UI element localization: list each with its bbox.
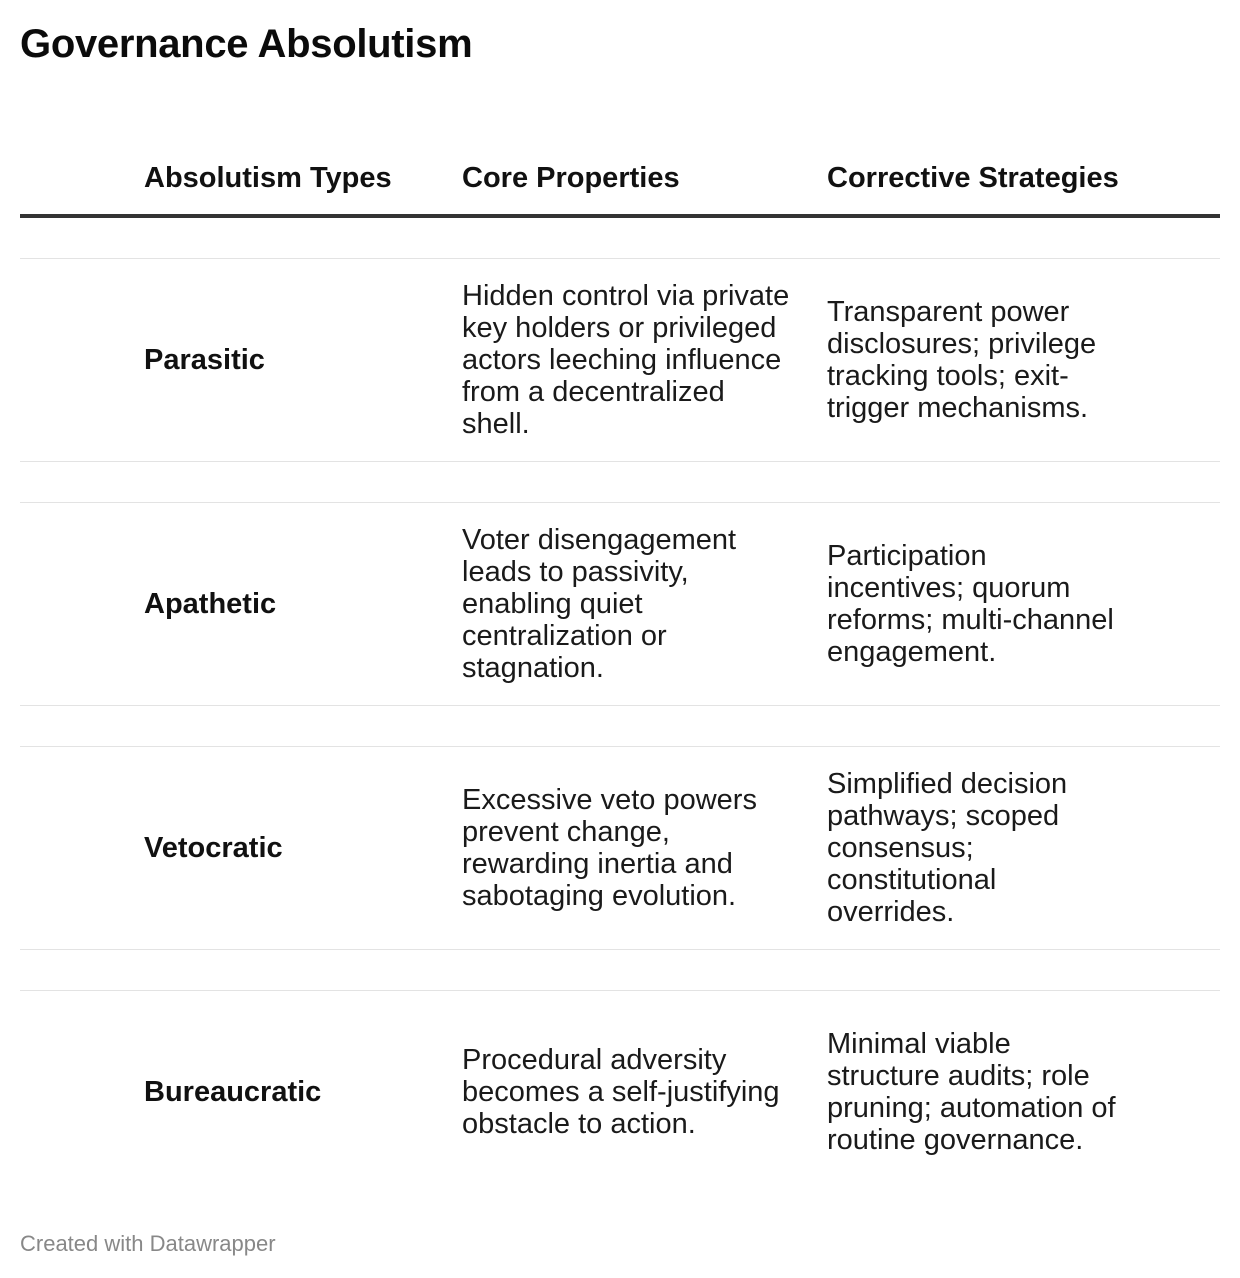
core-properties-cell	[462, 259, 792, 461]
column-header-absolutism-types[interactable]: Absolutism Types	[144, 162, 392, 194]
column-header-core-properties[interactable]: Core Properties	[462, 162, 680, 194]
absolutism-type-text: Bureaucratic	[144, 1076, 322, 1108]
row-spacer	[20, 706, 1220, 747]
absolutism-type-text: Vetocratic	[144, 832, 283, 864]
row-spacer	[20, 950, 1220, 991]
corrective-strategies-text: Minimal viable structure audits; role pruning; automation of routine governance.	[827, 1028, 1116, 1156]
core-properties-cell	[462, 747, 792, 949]
corrective-strategies-cell	[827, 259, 1127, 461]
row-spacer	[20, 462, 1220, 503]
absolutism-type-cell	[144, 503, 444, 705]
core-properties-cell	[462, 991, 792, 1193]
corrective-strategies-cell	[827, 747, 1127, 949]
column-header-corrective-strategies[interactable]: Corrective Strategies	[827, 162, 1119, 194]
core-properties-text: Hidden control via private key holders or privileged actors leeching influence from a decentralized shell.	[462, 280, 790, 440]
absolutism-type-cell	[144, 991, 444, 1193]
data-table	[20, 118, 1220, 1193]
absolutism-type-text: Parasitic	[144, 344, 265, 376]
core-properties-text: Voter disengagement leads to passivity, enabling quiet centralization or stagnation.	[462, 524, 737, 684]
footer-credit[interactable]: Created with Datawrapper	[20, 1231, 276, 1256]
corrective-strategies-cell	[827, 991, 1127, 1193]
core-properties-text: Procedural adversity becomes a self-justifying obstacle to action.	[462, 1044, 780, 1140]
table-row	[20, 503, 1220, 706]
table-row	[20, 747, 1220, 950]
corrective-strategies-text: Participation incentives; quorum reforms; multi-channel engagement.	[827, 540, 1114, 668]
table-header	[20, 118, 1220, 218]
core-properties-cell	[462, 503, 792, 705]
corrective-strategies-cell	[827, 503, 1127, 705]
row-spacer	[20, 218, 1220, 259]
corrective-strategies-text: Transparent power disclosures; privilege tracking tools; exit-trigger mechanisms.	[827, 296, 1097, 424]
core-properties-text: Excessive veto powers prevent change, rewarding inertia and sabotaging evolution.	[462, 784, 757, 912]
absolutism-type-cell	[144, 259, 444, 461]
absolutism-type-cell	[144, 747, 444, 949]
table-row	[20, 991, 1220, 1193]
corrective-strategies-text: Simplified decision pathways; scoped consensus; constitutional overrides.	[827, 768, 1068, 928]
page-title: Governance Absolutism	[20, 22, 473, 66]
absolutism-type-text: Apathetic	[144, 588, 277, 620]
table-row	[20, 259, 1220, 462]
